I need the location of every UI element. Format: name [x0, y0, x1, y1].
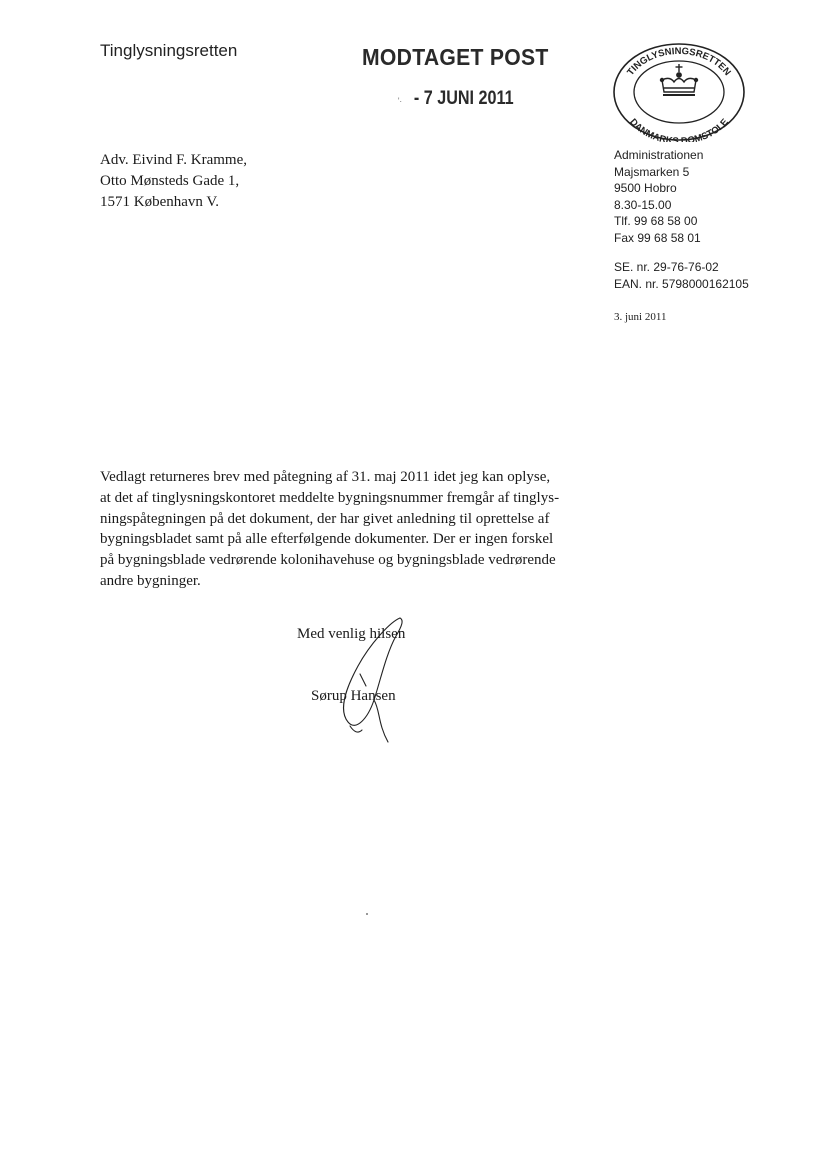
sender-department: Administrationen	[614, 148, 704, 162]
recipient-address	[100, 150, 247, 213]
letter-body	[100, 467, 620, 592]
recipient-name: Adv. Eivind F. Kramme,	[100, 152, 247, 168]
sender-se-number: SE. nr. 29-76-76-02	[614, 260, 719, 274]
sender-hours: 8.30-15.00	[614, 197, 672, 212]
sender-fax: Fax 99 68 58 01	[614, 230, 701, 245]
recipient-street: Otto Mønsteds Gade 1,	[100, 173, 240, 189]
sender-city: 9500 Hobro	[614, 181, 677, 195]
body-line: bygningsbladet samt på alle efterfølgende dokumenter. Der er ingen forskel	[100, 531, 554, 548]
sender-street: Majsmarken 5	[614, 164, 690, 179]
sender-info	[614, 147, 749, 292]
body-line: Vedlagt returneres brev med påtegning af 31. maj 2011 idet jeg kan oplyse,	[100, 469, 551, 485]
sender-phone: Tlf. 99 68 58 00	[614, 214, 698, 228]
seal-top-text: TINGLYSNINGSRETTEN	[625, 45, 733, 78]
svg-text:DANMARKS DOMSTOLE	[627, 117, 731, 142]
sender-ean-number: EAN. nr. 5798000162105	[614, 276, 749, 291]
signer-name: Sørup Hansen	[311, 688, 396, 704]
stamp-speck: '·	[398, 96, 403, 106]
stamp-date-line	[398, 88, 514, 110]
scan-speck	[366, 913, 368, 915]
body-line: andre bygninger.	[100, 572, 201, 589]
recipient-city: 1571 København V.	[100, 194, 220, 210]
stamp-date: - 7 JUNI 2011	[413, 88, 514, 109]
court-name: Tinglysningsretten	[100, 41, 238, 60]
seal-bottom-text: DANMARKS DOMSTOLE	[627, 116, 731, 142]
body-line: at det af tinglysningskontoret meddelte bygningsnummer fremgår af tinglys-	[100, 489, 560, 506]
crown-icon	[661, 64, 698, 95]
letter-date: 3. juni 2011	[614, 311, 667, 323]
court-seal	[612, 42, 746, 142]
closing-greeting: Med venlig hilsen	[297, 626, 406, 642]
body-line: på bygningsblade vedrørende kolonihavehuse og bygningsblade vedrørende	[100, 552, 556, 569]
received-mail-stamp	[362, 44, 565, 109]
stamp-title: MODTAGET POST	[362, 44, 549, 70]
body-line: ningspåtegningen på det dokument, der har givet anledning til oprettelse af	[100, 510, 550, 527]
